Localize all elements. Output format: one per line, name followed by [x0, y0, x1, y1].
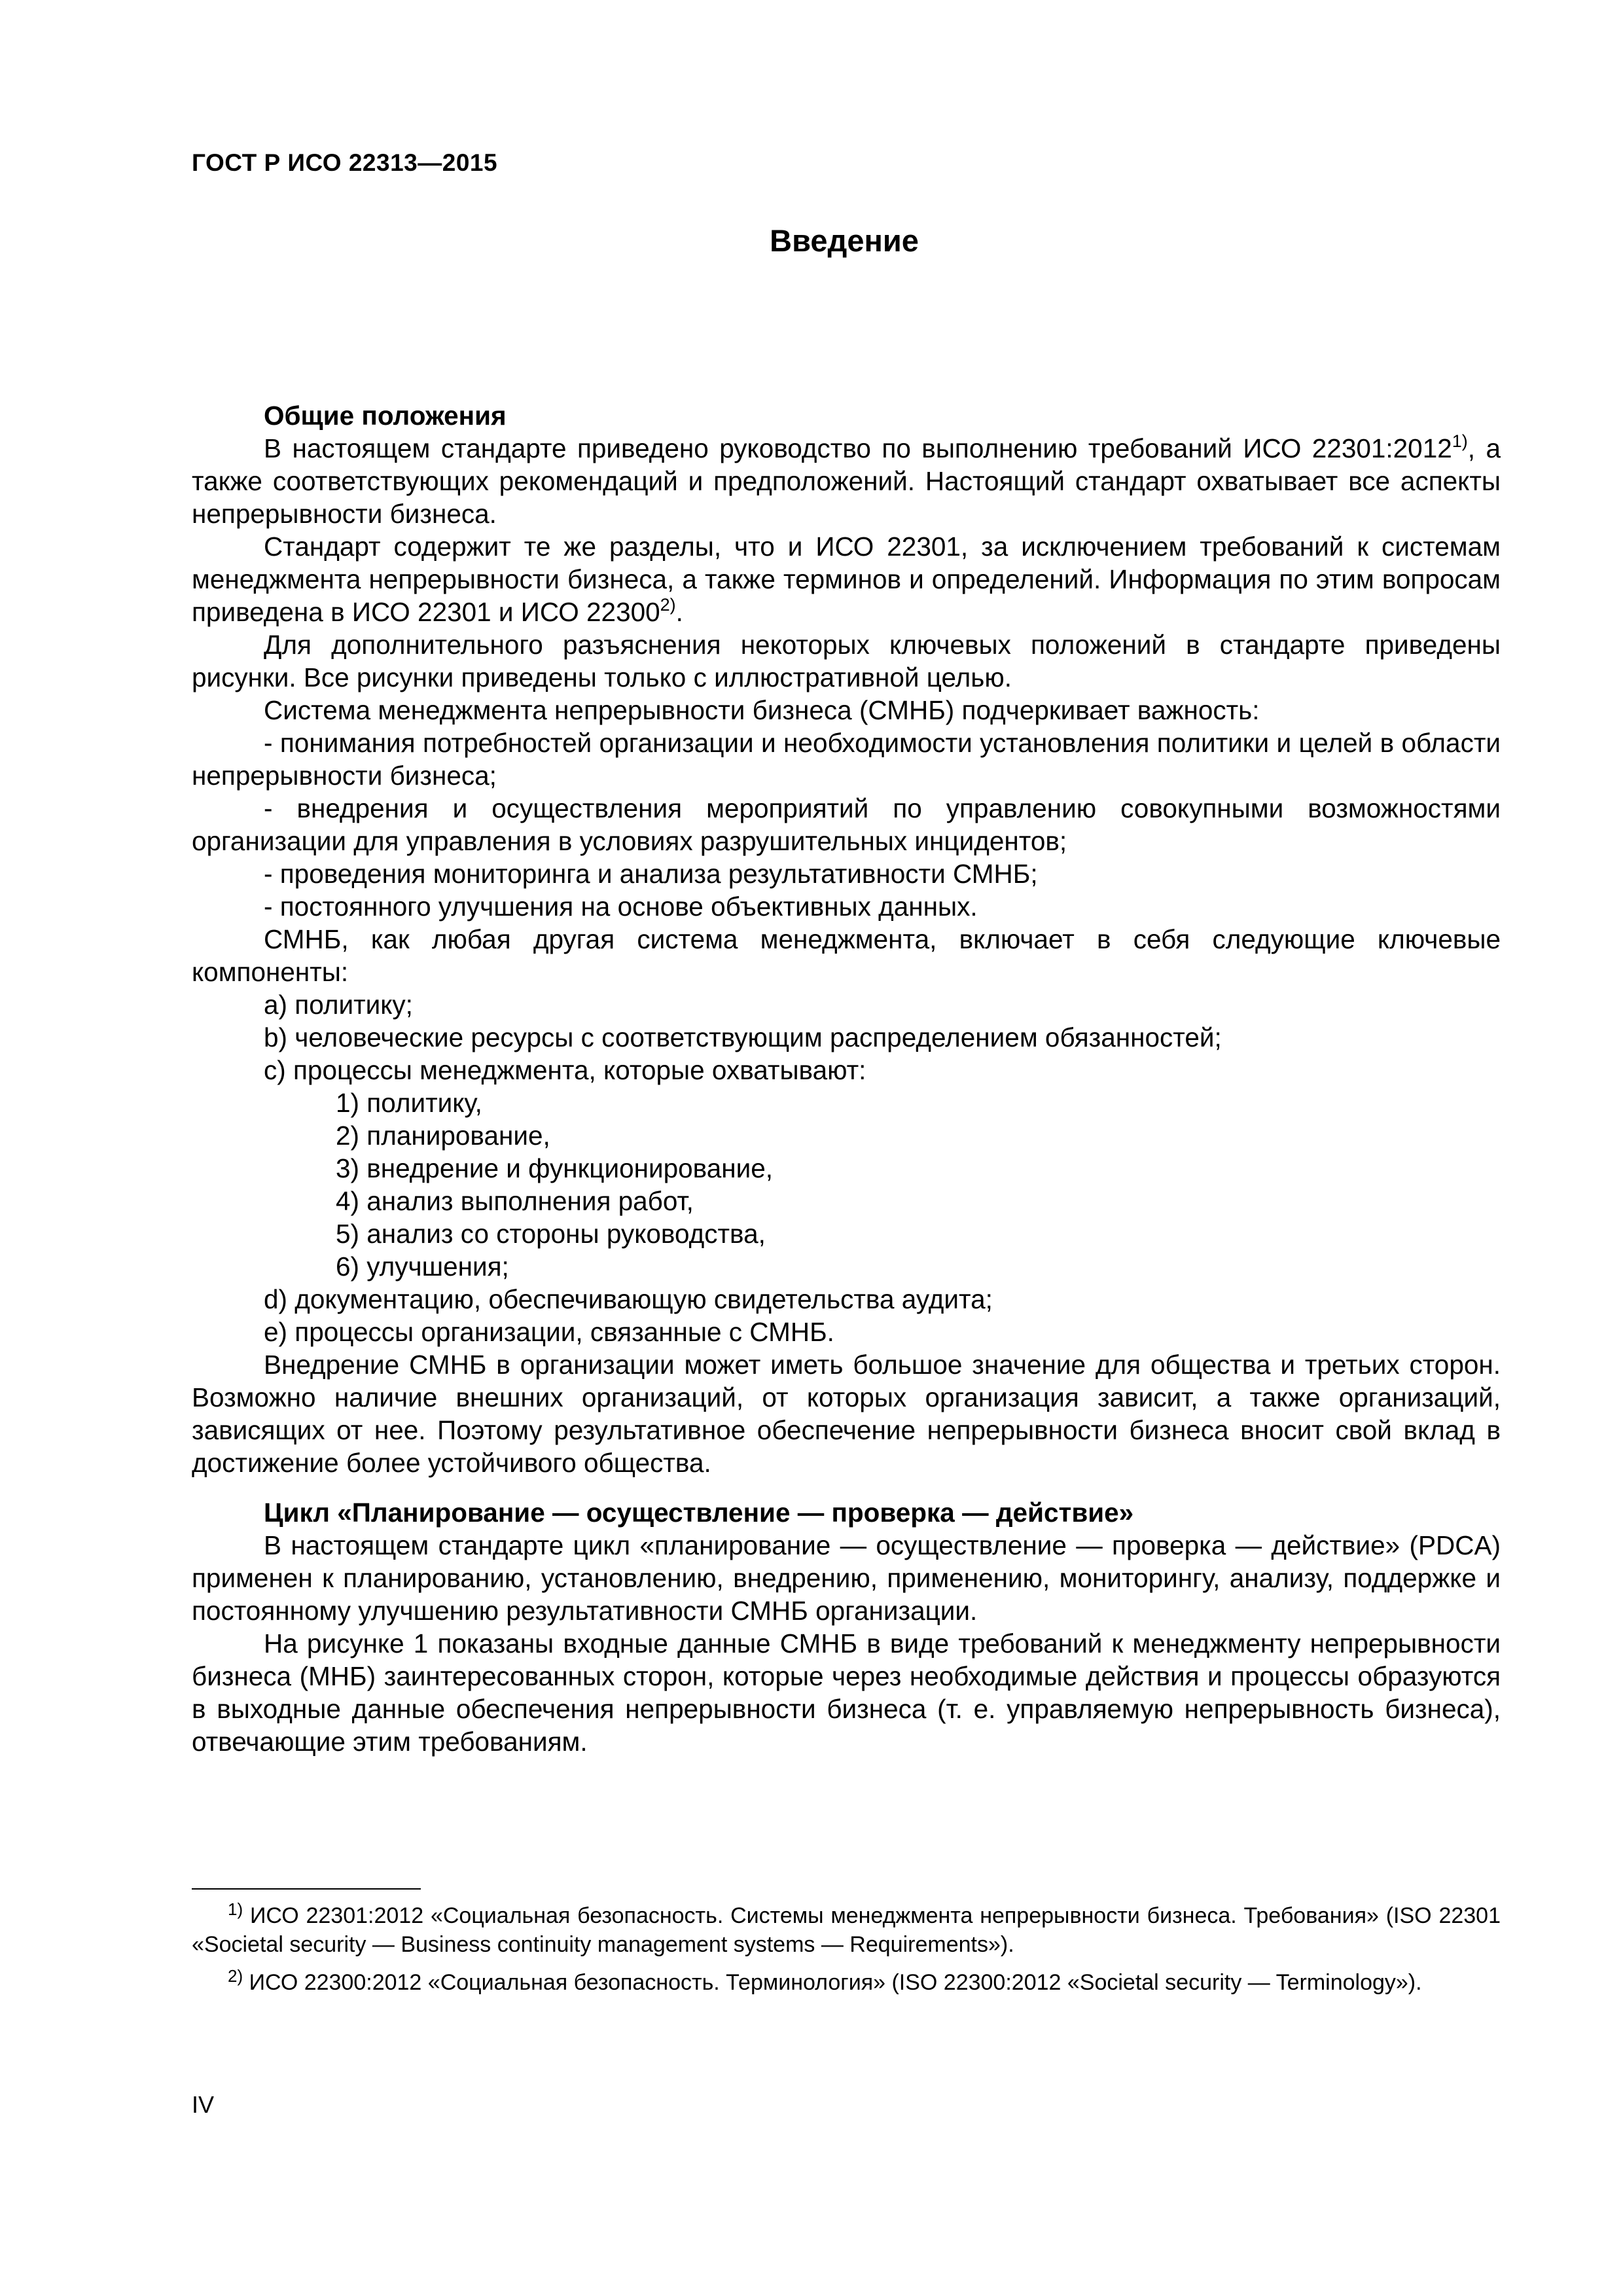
footnote	[192, 1968, 1501, 1997]
paragraph: СМНБ, как любая другая система менеджмента, включает в себя следующие ключевые компоненты:	[192, 924, 1501, 987]
sub-list-item: 6) улучшения;	[336, 1251, 509, 1282]
list-item: a) политику;	[264, 990, 413, 1020]
list-item: b) человеческие ресурсы с соответствующим распределением обязанностей;	[264, 1022, 1222, 1052]
paragraph-text: , а также соответствующих рекомендаций и предположений. Настоящий стандарт охватывает все аспекты непрерывности бизнеса.	[192, 433, 1501, 529]
list-item: - внедрения и осуществления мероприятий по управлению совокупными возможностями организации для управления в условиях разрушительных инцидентов;	[192, 793, 1501, 856]
paragraph: Внедрение СМНБ в организации может иметь большое значение для общества и третьих сторон. Возможно наличие внешних организаций, от которых организация зависит, а также организаций, зависящих от нее. Поэтому результативное обеспечение непрерывности бизнеса вносит свой вклад в достижение более устойчивого общества.	[192, 1350, 1501, 1478]
footnotes	[192, 1901, 1501, 2006]
sub-list-item: 4) анализ выполнения работ,	[336, 1186, 694, 1216]
sub-list-item: 2) планирование,	[336, 1121, 550, 1151]
list-item: c) процессы менеджмента, которые охватывают:	[264, 1055, 866, 1085]
paragraph-text: Стандарт содержит те же разделы, что и ИСО 22301, за исключением требований к системам менеджмента непрерывности бизнеса, а также терминов и определений. Информация по этим вопросам приведена в ИСО 22301 и ИСО 22300	[192, 531, 1501, 627]
section-heading-pdca: Цикл «Планирование — осуществление — проверка — действие»	[264, 1498, 1134, 1528]
page-number: IV	[192, 2091, 215, 2118]
paragraph: Для дополнительного разъяснения некоторых ключевых положений в стандарте приведены рисунки. Все рисунки приведены только с иллюстративной целью.	[192, 630, 1501, 692]
footnote-ref[interactable]: 2)	[660, 595, 676, 615]
sub-list-item: 3) внедрение и функционирование,	[336, 1153, 774, 1183]
list-item: d) документацию, обеспечивающую свидетельства аудита;	[264, 1284, 993, 1314]
sub-list-item: 1) политику,	[336, 1088, 482, 1118]
page-title: Введение	[770, 223, 919, 258]
footnote-marker: 1)	[228, 1899, 243, 1919]
footnote	[192, 1901, 1501, 1959]
paragraph: Система менеджмента непрерывности бизнеса (СМНБ) подчеркивает важность:	[264, 695, 1260, 725]
paragraph-text: В настоящем стандарте приведено руководство по выполнению требований ИСО 22301:2012	[264, 433, 1452, 463]
footnote-text: ИСО 22300:2012 «Социальная безопасность. Терминология» (ISO 22300:2012 «Societal security — Terminology»).	[243, 1970, 1422, 1995]
list-item: - проведения мониторинга и анализа результативности СМНБ;	[264, 859, 1038, 889]
paragraph	[192, 432, 1501, 530]
main-content	[192, 399, 1501, 1758]
document-code-header: ГОСТ Р ИСО 22313—2015	[192, 149, 498, 176]
paragraph	[192, 530, 1501, 628]
paragraph: На рисунке 1 показаны входные данные СМНБ в виде требований к менеджменту непрерывности бизнеса (МНБ) заинтересованных сторон, которые через необходимые действия и процессы образуются в выходные данные обеспечения непрерывности бизнеса (т. е. управляемую непрерывность бизнеса), отвечающие этим требованиям.	[192, 1628, 1501, 1757]
footnote-text: ИСО 22301:2012 «Социальная безопасность. Системы менеджмента непрерывности бизнеса. Требования» (ISO 22301 «Societal security — Business continuity management systems — Requirements»).	[192, 1903, 1501, 1957]
list-item: - понимания потребностей организации и необходимости установления политики и целей в области непрерывности бизнеса;	[192, 728, 1501, 791]
list-item: e) процессы организации, связанные с СМНБ.	[264, 1317, 834, 1347]
footnote-marker: 2)	[228, 1966, 243, 1986]
list-item: - постоянного улучшения на основе объективных данных.	[264, 891, 978, 922]
paragraph-text: .	[675, 597, 683, 627]
footnote-divider	[192, 1888, 421, 1890]
spacer	[192, 1479, 1501, 1496]
section-heading-general: Общие положения	[264, 401, 507, 431]
sub-list-item: 5) анализ со стороны руководства,	[336, 1219, 766, 1249]
paragraph: В настоящем стандарте цикл «планирование — осуществление — проверка — действие» (PDCA) применен к планированию, установлению, внедрению, применению, мониторингу, анализу, поддержке и постоянному улучшению результативности СМНБ организации.	[192, 1530, 1501, 1626]
footnote-ref[interactable]: 1)	[1452, 431, 1468, 451]
